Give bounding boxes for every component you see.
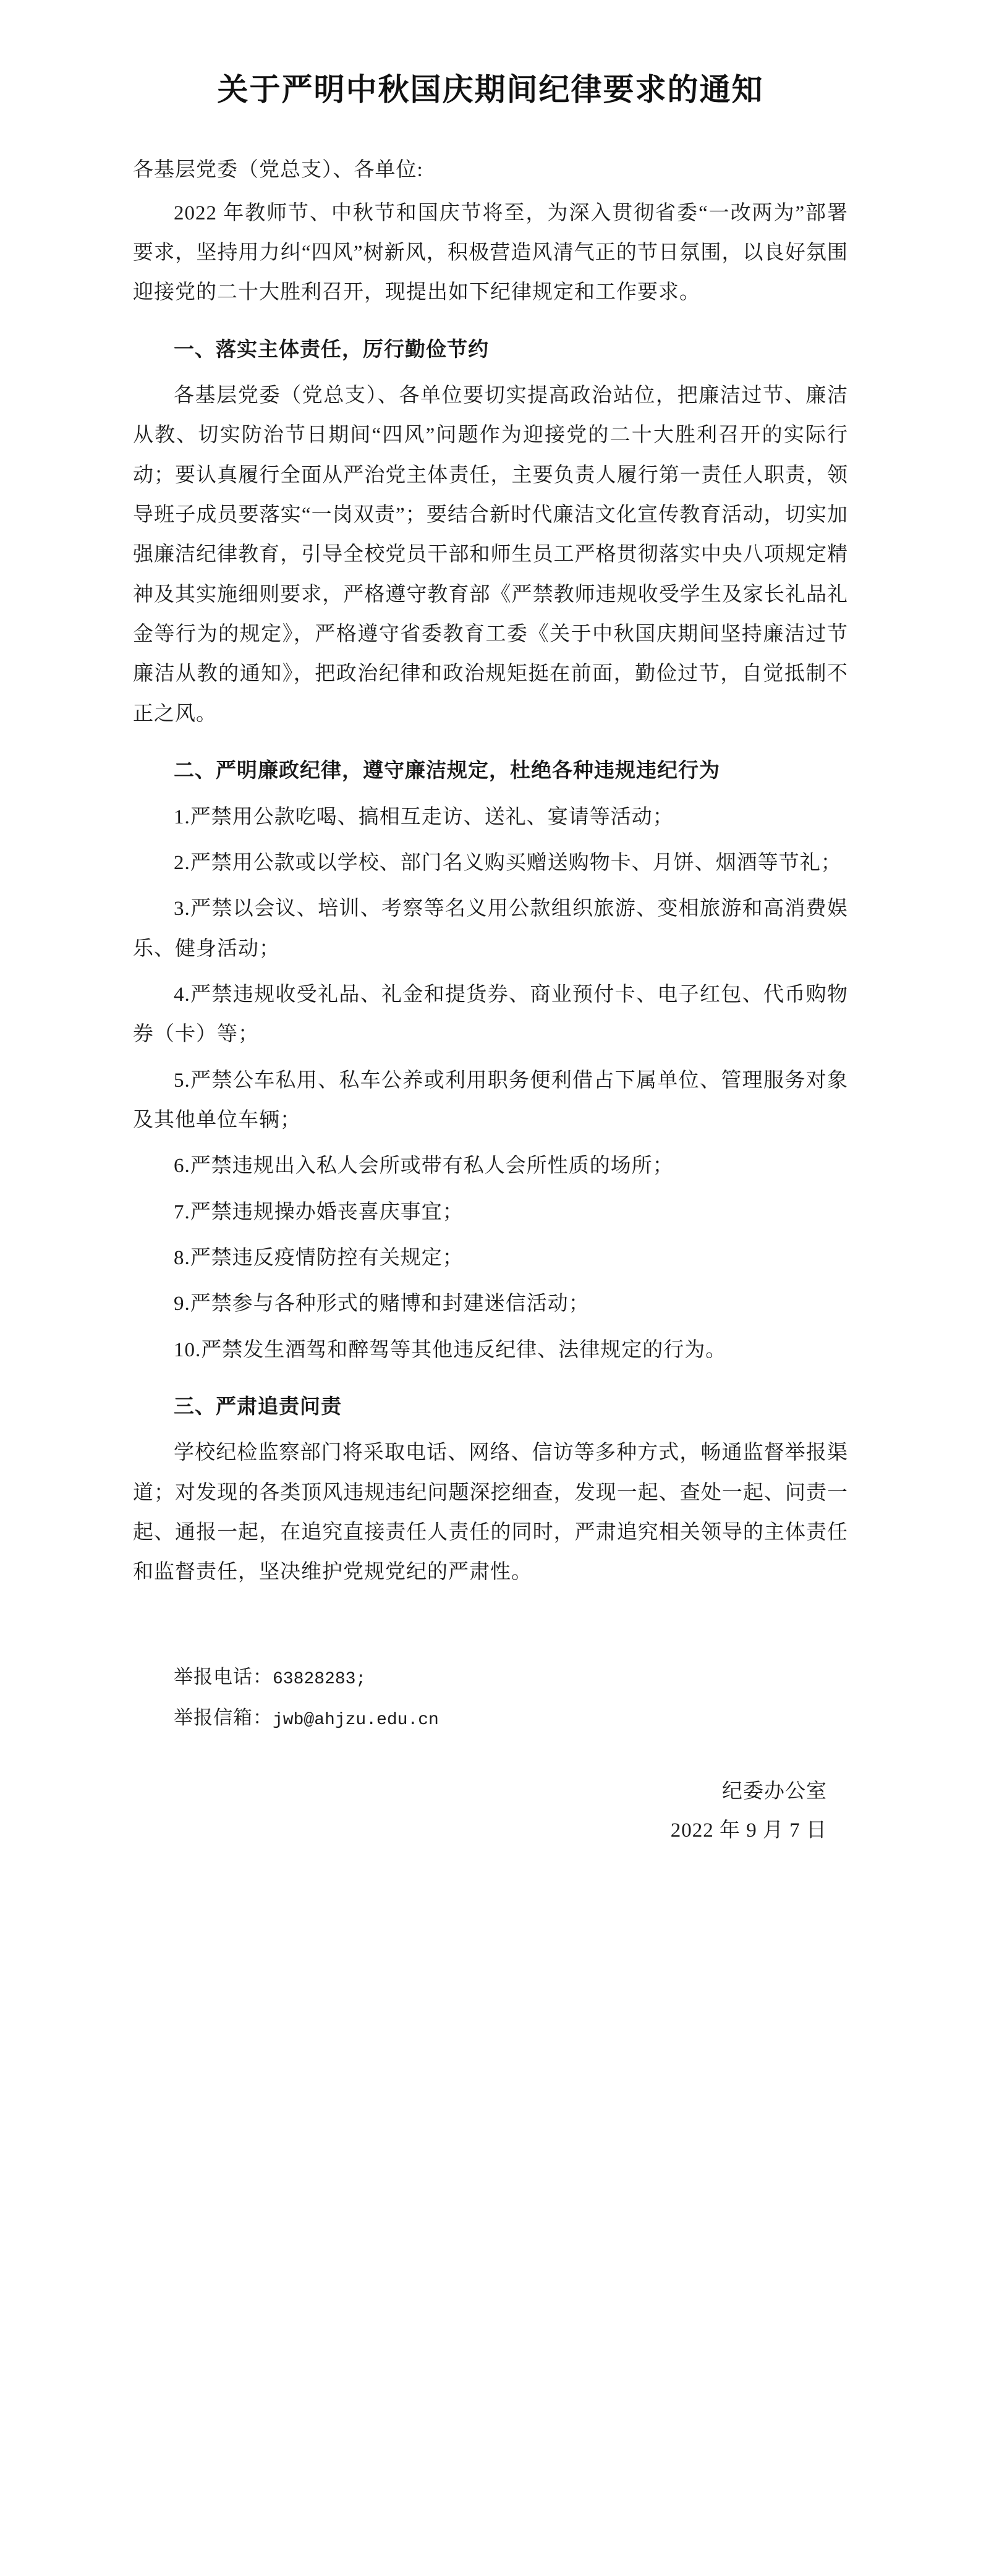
signature-block — [133, 1772, 848, 1850]
list-item: 8.严禁违反疫情防控有关规定； — [174, 1246, 464, 1269]
section-heading-2: 二、严明廉政纪律，遵守廉洁规定，杜绝各种违规违纪行为 — [174, 760, 720, 783]
report-email-line — [133, 1698, 848, 1739]
section-3-paragraph: 学校纪检监察部门将采取电话、网络、信访等多种方式，畅通监督举报渠道；对发现的各类顶风违规违纪问题深挖细查，发现一起、查处一起、问责一起、通报一起，在追究直接责任人责任的同时，严肃追究相关领导的主体责任和监督责任，坚决维护党规党纪的严肃性。 — [133, 1442, 848, 1584]
contact-block — [133, 1657, 848, 1740]
page-title: 关于严明中秋国庆期间纪律要求的通知 — [217, 72, 764, 107]
signature-date: 2022 年 9 月 7 日 — [670, 1819, 827, 1842]
list-item: 6.严禁违规出入私人会所或带有私人会所性质的场所； — [174, 1155, 674, 1178]
list-item: 2.严禁用公款或以学校、部门名义购买赠送购物卡、月饼、烟酒等节礼； — [174, 851, 842, 874]
report-email-value: jwb@ahjzu.edu.cn — [273, 1711, 439, 1730]
report-phone-label: 举报电话： — [174, 1665, 273, 1688]
section-heading-3: 三、严肃追责问责 — [174, 1395, 342, 1418]
list-item: 3.严禁以会议、培训、考察等名义用公款组织旅游、变相旅游和高消费娱乐、健身活动； — [133, 898, 848, 960]
list-item: 5.严禁公车私用、私车公养或利用职务便利借占下属单位、管理服务对象及其他单位车辆； — [133, 1069, 848, 1131]
list-item: 10.严禁发生酒驾和醉驾等其他违反纪律、法律规定的行为。 — [174, 1338, 727, 1361]
list-item: 7.严禁违规操办婚丧喜庆事宜； — [174, 1201, 464, 1223]
section-heading-1: 一、落实主体责任，厉行勤俭节约 — [174, 338, 489, 361]
salutation: 各基层党委（党总支）、各单位: — [133, 159, 423, 181]
report-email-label: 举报信箱： — [174, 1707, 273, 1729]
list-item: 9.严禁参与各种形式的赌博和封建迷信活动； — [174, 1293, 590, 1316]
section-1-paragraph: 各基层党委（党总支）、各单位要切实提高政治站位，把廉洁过节、廉洁从教、切实防治节日期间“四风”问题作为迎接党的二十大胜利召开的实际行动；要认真履行全面从严治党主体责任，主要负责人履行第一责任人职责，领导班子成员要落实“一岗双责”；要结合新时代廉洁文化宣传教育活动，切实加强廉洁纪律教育，引导全校党员干部和师生员工严格贯彻落实中央八项规定精神及其实施细则要求，严格遵守教育部《严禁教师违规收受学生及家长礼品礼金等行为的规定》，严格遵守省委教育工委《关于中秋国庆期间坚持廉洁过节廉洁从教的通知》，把政治纪律和政治规矩挺在前面，勤俭过节，自觉抵制不正之风。 — [133, 385, 848, 725]
list-item: 4.严禁违规收受礼品、礼金和提货券、商业预付卡、电子红包、代币购物券（卡）等； — [133, 983, 848, 1046]
signature-department: 纪委办公室 — [722, 1780, 827, 1803]
spacer — [133, 1597, 848, 1632]
report-phone-line — [133, 1657, 848, 1698]
report-phone-value: 63828283; — [273, 1669, 367, 1689]
list-item: 1.严禁用公款吃喝、搞相互走访、送礼、宴请等活动； — [174, 806, 674, 828]
intro-paragraph: 2022 年教师节、中秋节和国庆节将至，为深入贯彻省委“一改两为”部署要求，坚持用力纠“四风”树新风，积极营造风清气正的节日氛围，以良好氛围迎接党的二十大胜利召开，现提出如下纪律规定和工作要求。 — [133, 202, 848, 304]
